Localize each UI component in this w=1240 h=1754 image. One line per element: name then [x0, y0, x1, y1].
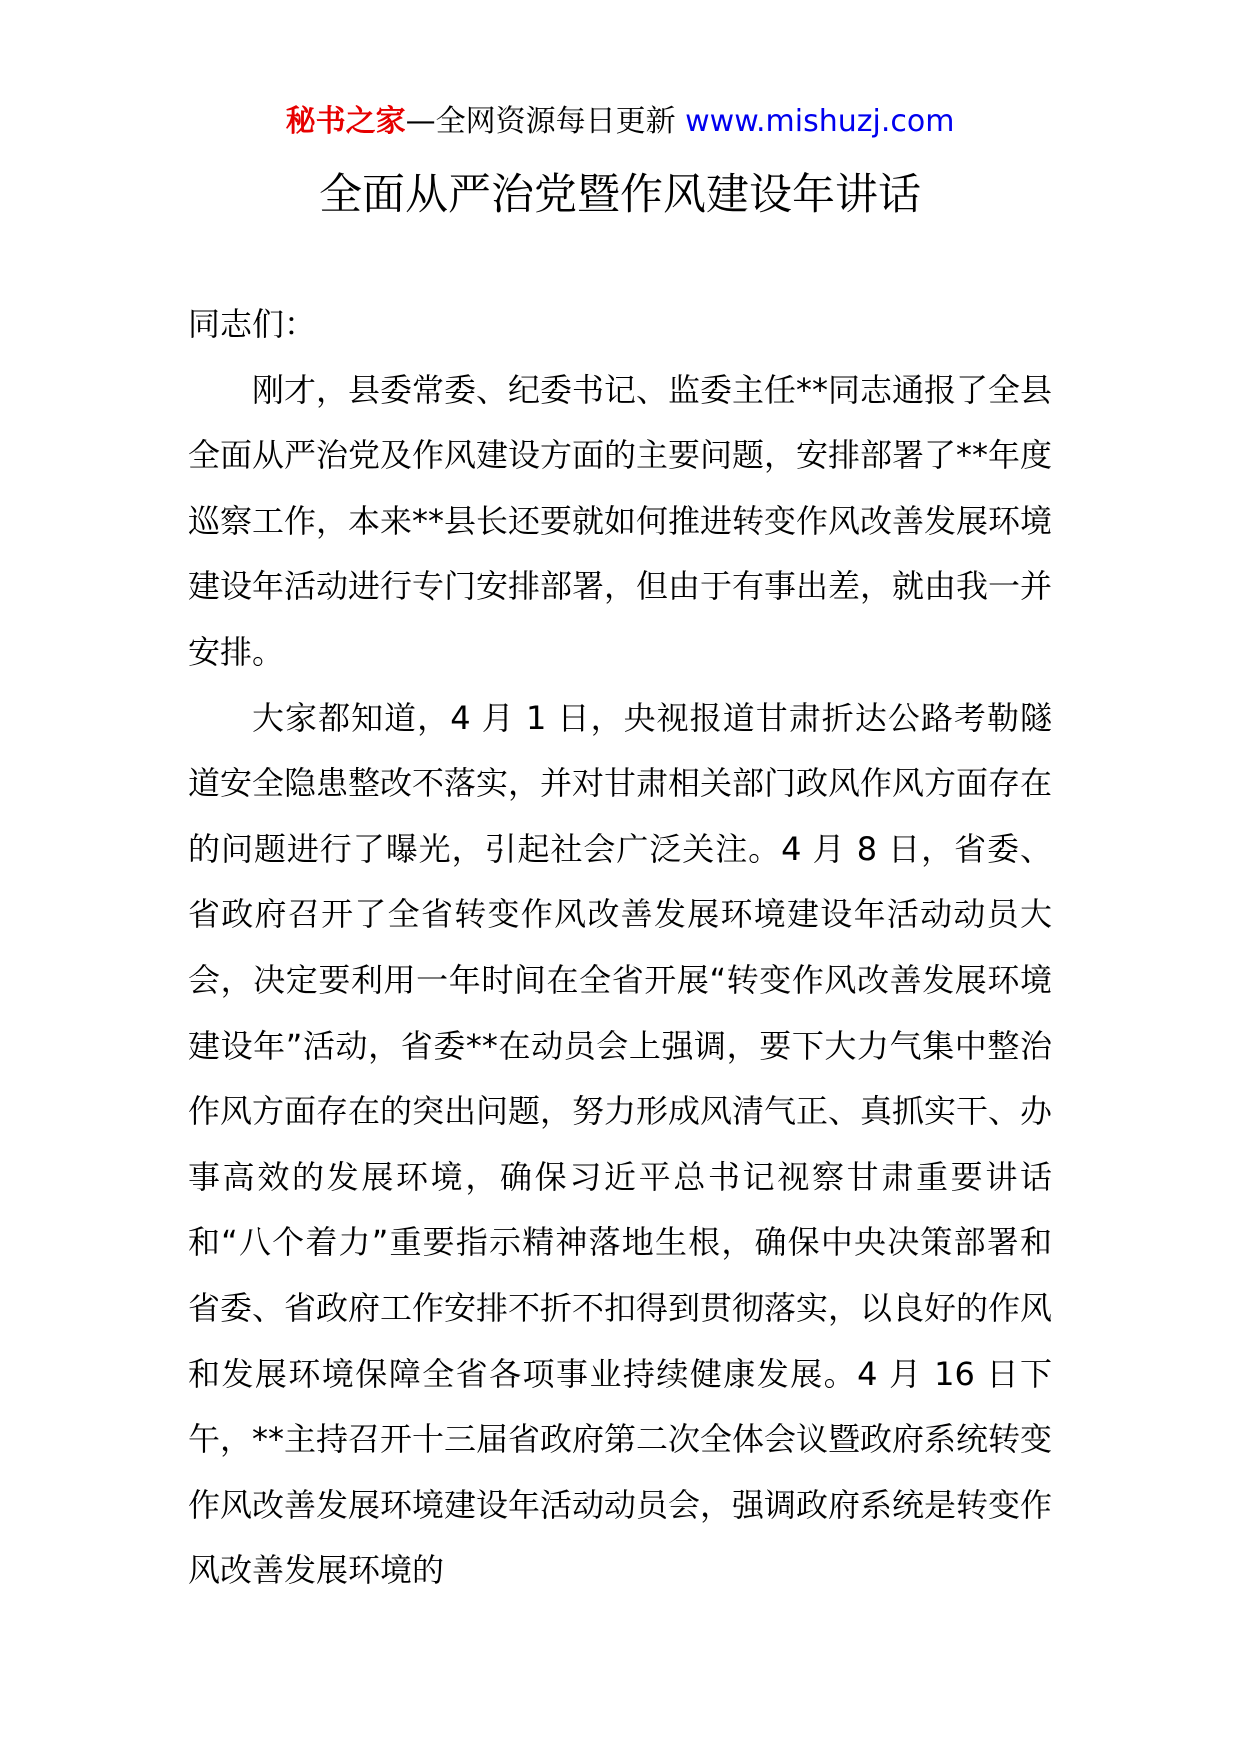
salutation: 同志们：: [188, 305, 317, 343]
document-body: [188, 292, 1052, 1604]
header-tagline: —全网资源每日更新: [405, 104, 686, 139]
paragraph-2: 大家都知道，4 月 1 日，央视报道甘肃折达公路考勒隧道安全隐患整改不落实，并对甘肃相关部门政风作风方面存在的问题进行了曝光，引起社会广泛关注。4 月 8 日，省委、省政府召开了全省转变作风改善发展环境建设年活动动员大会，决定要利用一年时间在全省开展“转变作风改善发展环境建设年”活动，省委**在动员会上强调，要下大力气集中整治作风方面存在的突出问题，努力形成风清气正、真抓实干、办事高效的发展环境，确保习近平总书记视察甘肃重要讲话和“八个着力”重要指示精神落地生根，确保中央决策部署和省委、省政府工作安排不折不扣得到贯彻落实，以良好的作风和发展环境保障全省各项事业持续健康发展。4 月 16 日下午，**主持召开十三届省政府第二次全体会议暨政府系统转变作风改善发展环境建设年活动动员会，强调政府系统是转变作风改善发展环境的: [188, 698, 1053, 1590]
document-title: 全面从严治党暨作风建设年讲话: [319, 170, 921, 220]
site-header: [0, 98, 1240, 146]
paragraph-1: 刚才，县委常委、纪委书记、监委主任**同志通报了全县全面从严治党及作风建设方面的主要问题，安排部署了**年度巡察工作，本来**县长还要就如何推进转变作风改善发展环境建设年活动进行专门安排部署，但由于有事出差，就由我一并安排。: [188, 370, 1053, 671]
site-url-link[interactable]: www.mishuzj.com: [685, 104, 955, 139]
brand-name: 秘书之家: [285, 104, 406, 139]
